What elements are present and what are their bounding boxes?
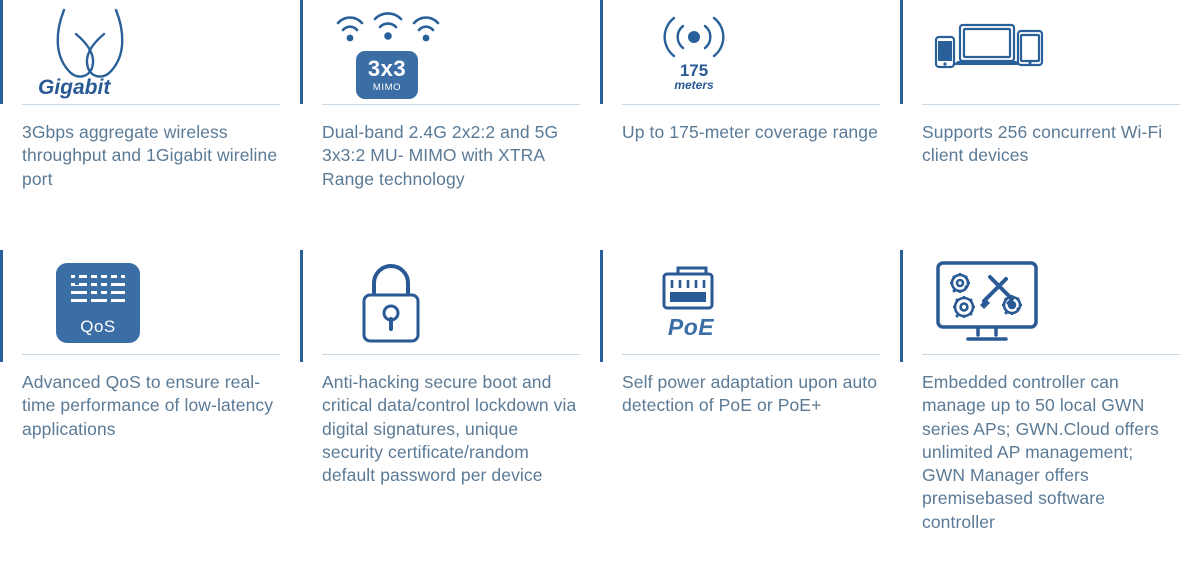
feature-description: Up to 175-meter coverage range [622, 122, 878, 142]
feature-description: Anti-hacking secure boot and critical data/control lockdown via digital signatures, unique security certificate/random default password per device [322, 372, 577, 486]
feature-card-poe [600, 244, 900, 562]
accent-bar [900, 250, 903, 362]
signal-range-icon [622, 0, 900, 104]
accent-bar [0, 250, 3, 362]
wifi-3x3-mimo-icon [322, 0, 600, 104]
management-tools-monitor-icon [922, 244, 1200, 354]
multi-device-icon [922, 0, 1200, 104]
feature-description: Self power adaptation upon auto detection of PoE or PoE+ [622, 372, 878, 416]
accent-bar [600, 250, 603, 362]
poe-port-icon [622, 244, 900, 354]
poe-icon-label: PoE [667, 313, 715, 340]
accent-bar [300, 0, 303, 104]
coverage-icon-label: 175 [679, 60, 709, 80]
feature-description: Supports 256 concurrent Wi-Fi client devices [922, 122, 1163, 166]
qos-equalizer-icon [22, 244, 300, 354]
padlock-icon [322, 244, 600, 354]
accent-bar [300, 250, 303, 362]
feature-description: Embedded controller can manage up to 50 local GWN series APs; GWN.Cloud offers unlimited AP management; GWN Manager offers premisebased software controller [922, 372, 1159, 532]
feature-description: 3Gbps aggregate wireless throughput and 1Gigabit wireline port [22, 122, 278, 189]
feature-description: Advanced QoS to ensure real-time performance of low-latency applications [22, 372, 274, 439]
accent-bar [0, 0, 3, 104]
feature-card-qos [0, 244, 300, 562]
feature-card-controller [900, 244, 1200, 562]
gigabit-icon-label: Gigabit [38, 76, 111, 99]
feature-card-clients [900, 0, 1200, 244]
feature-card-gigabit [0, 0, 300, 244]
feature-description: Dual-band 2.4G 2x2:2 and 5G 3x3:2 MU- MIMO with XTRA Range technology [322, 122, 559, 189]
feature-card-security [300, 244, 600, 562]
gigabit-antenna-icon [22, 0, 300, 104]
coverage-icon-sublabel: meters [674, 77, 714, 92]
accent-bar [600, 0, 603, 104]
mimo-icon-label: 3x3 [367, 55, 407, 81]
feature-card-mimo [300, 0, 600, 244]
qos-icon-label: QoS [80, 317, 116, 336]
mimo-icon-sublabel: MIMO [372, 81, 402, 93]
accent-bar [900, 0, 903, 104]
feature-card-coverage [600, 0, 900, 244]
